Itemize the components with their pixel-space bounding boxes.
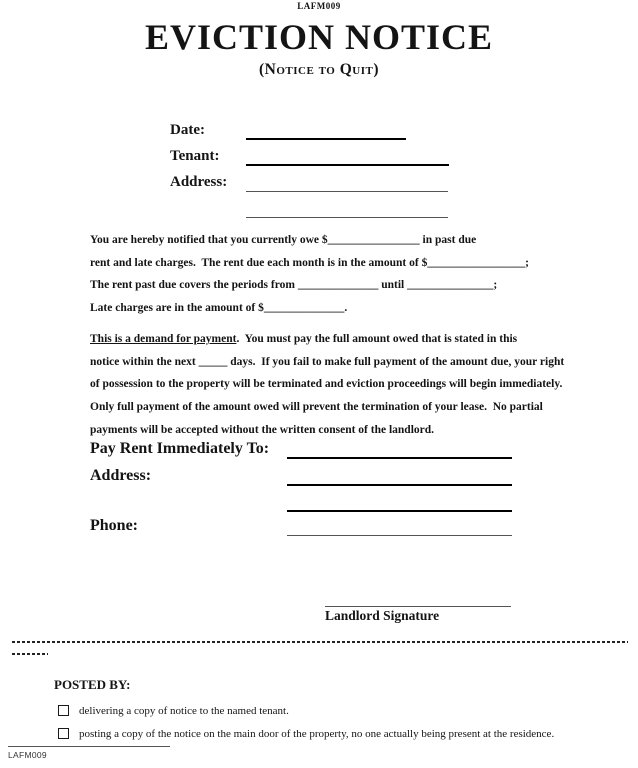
phone-blank-line xyxy=(287,535,512,536)
recipient-info-block xyxy=(170,114,449,218)
demand-line: of possession to the property will be terminated and eviction proceedings will begin immediately. xyxy=(90,378,563,391)
notice-line: rent and late charges. The rent due each month is in the amount of $_________________; xyxy=(90,256,529,269)
demand-lead-underlined: This is a demand for payment xyxy=(90,333,237,345)
phone-row xyxy=(90,512,512,536)
checklist-item-delivering xyxy=(58,703,554,719)
address-row xyxy=(170,166,449,192)
dashed-line xyxy=(12,641,628,643)
past-due-notice-paragraph xyxy=(90,229,529,320)
phone-label: Phone: xyxy=(90,517,138,534)
page-subtitle: (Notice to Quit) xyxy=(258,61,380,78)
demand-line: Only full payment of the amount owed will prevent the termination of your lease. No partial xyxy=(90,401,543,414)
tenant-label: Tenant: xyxy=(170,148,220,164)
payment-info-block xyxy=(90,433,512,536)
date-label: Date: xyxy=(170,122,205,138)
payment-address-row-2 xyxy=(90,486,512,512)
dashed-line-wrap xyxy=(12,653,48,655)
payment-address-blank-line-1 xyxy=(287,484,512,486)
checklist-item-label: posting a copy of the notice on the main door of the property, no one actually being present at the residence. xyxy=(79,728,555,740)
form-code-header: LAFM009 xyxy=(297,1,341,11)
notice-line: The rent past due covers the periods from ______________ until _______________; xyxy=(90,279,498,292)
checklist-item-posting xyxy=(58,726,554,742)
date-blank-line xyxy=(246,138,406,140)
landlord-signature-label: Landlord Signature xyxy=(325,608,440,623)
demand-line-rest: . You must pay the full amount owed that is stated in this xyxy=(236,333,518,345)
dashed-tear-off-divider xyxy=(12,641,628,655)
signature-block xyxy=(325,597,511,624)
demand-line: payments will be accepted without the written consent of the landlord. xyxy=(90,423,435,436)
address-label: Address: xyxy=(170,174,228,190)
footer-rule xyxy=(8,746,170,747)
tenant-row xyxy=(170,140,449,166)
pay-to-blank-line xyxy=(287,457,512,459)
payment-address-blank-line-2 xyxy=(287,510,512,512)
demand-for-payment-paragraph xyxy=(90,328,564,442)
demand-line: notice within the next _____ days. If you fail to make full payment of the amount due, your right xyxy=(90,355,565,368)
form-code-footer: LAFM009 xyxy=(8,750,47,760)
tenant-blank-line xyxy=(246,164,449,166)
pay-to-row xyxy=(90,433,512,459)
checkbox-icon[interactable] xyxy=(58,705,69,716)
demand-line xyxy=(90,328,564,351)
posted-by-heading: POSTED BY: xyxy=(54,677,131,692)
pay-to-label: Pay Rent Immediately To: xyxy=(90,440,270,457)
posted-by-checklist xyxy=(58,703,554,749)
notice-line: You are hereby notified that you currently owe $________________ in past due xyxy=(90,234,477,246)
payment-address-label: Address: xyxy=(90,467,152,484)
checkbox-icon[interactable] xyxy=(58,728,69,739)
landlord-signature-line xyxy=(325,597,511,607)
notice-line: Late charges are in the amount of $______________. xyxy=(90,302,348,315)
payment-address-row xyxy=(90,459,512,486)
page-title: EVICTION NOTICE xyxy=(144,17,494,57)
date-row xyxy=(170,114,449,140)
address-blank-line-2 xyxy=(246,217,448,218)
address-blank-line-1 xyxy=(246,191,448,192)
address-row-2 xyxy=(170,192,449,218)
checklist-item-label: delivering a copy of notice to the named tenant. xyxy=(79,705,289,717)
